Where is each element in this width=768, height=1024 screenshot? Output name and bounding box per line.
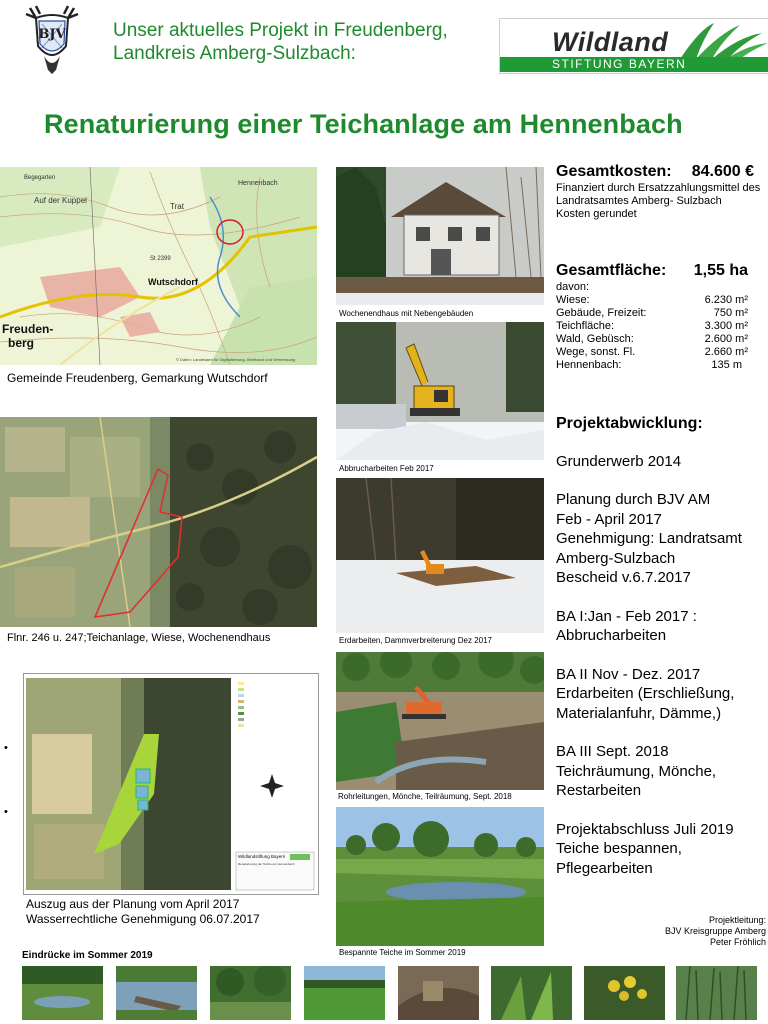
area-row-label: Wald, Gebüsch: [556, 333, 634, 345]
area-row-label: Gebäude, Freizeit: [556, 307, 647, 319]
costs-value: 84.600 € [691, 163, 754, 180]
map-label-hennenbach: Hennenbach [238, 180, 278, 187]
project-lead [665, 915, 766, 948]
project-purchase: Grunderwerb 2014 [556, 452, 682, 470]
map-copyright: © Daten: Landesamt für Digitalisierung, Breitband und Vermessung [176, 357, 296, 362]
plan-bullet-1: • [4, 742, 8, 754]
wildland-logo [499, 18, 768, 74]
project-ba2-2: Erdarbeiten (Erschließung, [556, 685, 735, 702]
project-ba3-1: BA III Sept. 2018 [556, 743, 669, 760]
header-line-1: Unser aktuelles Projekt in Freudenberg, [113, 20, 448, 41]
project-ba3-2: Teichräumung, Mönche, [556, 762, 717, 780]
impression-photo [491, 966, 572, 1020]
area-row-value: 2.660 m² [704, 346, 748, 358]
project-timeline [556, 414, 768, 897]
project-end-2: Teiche bespannen, [556, 840, 682, 857]
bjv-emblem [22, 4, 82, 76]
map-label-freudenberg-2: berg [8, 336, 35, 350]
map-label-trat: Trat [170, 202, 184, 211]
photo-caption-1: Wochenendhaus mit Nebengebäuden [339, 309, 474, 318]
area-value: 1,55 ha [693, 262, 748, 279]
photo-demolition [336, 322, 544, 460]
wildland-logo-text: Wildland [552, 27, 669, 57]
project-end-3: Pflegearbeiten [556, 859, 653, 877]
photo-caption-4: Rohrleitungen, Mönche, Teilräumung, Sept. 2018 [338, 792, 512, 801]
project-planning-5: Bescheid v.6.7.2017 [556, 569, 691, 586]
area-row-label: Wege, sonst. Fl. [556, 346, 636, 358]
project-ba3-3: Restarbeiten [556, 782, 642, 799]
photo-caption-3: Erdarbeiten, Dammverbreiterung Dez 2017 [339, 636, 492, 645]
project-planning-2: Feb - April 2017 [556, 510, 662, 528]
area-row-label: Teichfläche: [556, 320, 615, 332]
area-row-label: Wiese: [556, 294, 590, 306]
project-ba1-1: BA I:Jan - Feb 2017 : [556, 607, 697, 625]
area-row [556, 294, 748, 307]
impression-photo [210, 966, 291, 1020]
area-label: Gesamtfläche: [556, 262, 667, 279]
photo-ponds-summer [336, 807, 544, 946]
aerial-photo [0, 417, 317, 627]
impression-photo [22, 966, 103, 1020]
area-row-value: 3.300 m² [704, 320, 748, 332]
costs-note-3: Kosten gerundet [556, 208, 637, 220]
area-davon: davon: [556, 281, 590, 293]
area-block [556, 262, 748, 372]
impression-photo [676, 966, 757, 1020]
impression-photo [304, 966, 385, 1020]
map-label-kuppel: Auf der Kuppel [34, 196, 87, 205]
planning-map [23, 673, 319, 895]
map-label-road: St 2399 [150, 256, 171, 262]
wildland-logo-subtitle: STIFTUNG BAYERN [552, 57, 687, 71]
map-label-freudenberg-1: Freuden- [2, 322, 54, 336]
costs-note-1: Finanziert durch Ersatzzahlungsmittel des [556, 182, 761, 194]
impression-photo [398, 966, 479, 1020]
area-row [556, 333, 748, 346]
project-ba2-1: BA II Nov - Dez. 2017 [556, 665, 701, 683]
project-planning-4: Amberg-Sulzbach [556, 549, 676, 567]
map-label-wutschdorf: Wutschdorf [148, 277, 198, 287]
area-row [556, 307, 748, 320]
plan-legend-title: Wildlandstiftung Bayern [238, 854, 286, 859]
area-row [556, 359, 748, 372]
area-row [556, 346, 748, 359]
area-row-value: 2.600 m² [704, 333, 748, 345]
map-label-begegarten: Begegarten [24, 175, 56, 181]
impression-photo [584, 966, 665, 1020]
impression-photo [116, 966, 197, 1020]
area-row-value: 135 m [711, 359, 742, 371]
project-ba2-3: Materialanfuhr, Dämme,) [556, 704, 722, 722]
impressions-heading: Eindrücke im Sommer 2019 [22, 950, 153, 961]
plan-caption-2: Wasserrechtliche Genehmigung 06.07.2017 [26, 912, 260, 926]
topographic-map [0, 167, 317, 365]
area-row-label: Hennenbach: [556, 359, 622, 371]
header-line-2: Landkreis Amberg-Sulzbach: [113, 43, 356, 64]
page-title: Renaturierung einer Teichanlage am Hennenbach [44, 109, 683, 139]
photo-caption-5: Bespannte Teiche im Sommer 2019 [339, 948, 466, 957]
photo-pipes [336, 652, 544, 790]
costs-block [556, 163, 766, 221]
area-row [556, 320, 748, 333]
area-row-value: 750 m² [713, 307, 748, 319]
photo-caption-2: Abbrucharbeiten Feb 2017 [339, 464, 434, 473]
plan-caption-1: Auszug aus der Planung vom April 2017 [26, 897, 240, 911]
project-ba1-2: Abbrucharbeiten [556, 627, 667, 644]
plan-legend-sub: Renaturierung der Teiche am Hennenbach [238, 862, 295, 866]
map-caption: Gemeinde Freudenberg, Gemarkung Wutschdorf [7, 371, 268, 385]
project-end-1: Projektabschluss Juli 2019 [556, 820, 734, 838]
area-row-value: 6.230 m² [704, 294, 748, 306]
project-planning-1: Planung durch BJV AM [556, 491, 711, 508]
project-planning-3: Genehmigung: Landratsamt [556, 530, 742, 547]
project-lead-org: BJV Kreisgruppe Amberg [664, 926, 766, 936]
project-lead-person: Peter Fröhlich [709, 937, 766, 947]
photo-weekend-house [336, 167, 544, 305]
bjv-emblem-text: BJV [38, 27, 66, 42]
costs-label: Gesamtkosten: [556, 163, 672, 180]
aerial-caption: Flnr. 246 u. 247;Teichanlage, Wiese, Wochenendhaus [7, 632, 271, 644]
photo-earthworks [336, 478, 544, 633]
plan-bullet-2: • [4, 806, 8, 818]
project-heading: Projektabwicklung: [556, 415, 703, 432]
costs-note-2: Landratsamtes Amberg- Sulzbach [556, 195, 722, 207]
project-lead-label: Projektleitung: [708, 915, 766, 925]
